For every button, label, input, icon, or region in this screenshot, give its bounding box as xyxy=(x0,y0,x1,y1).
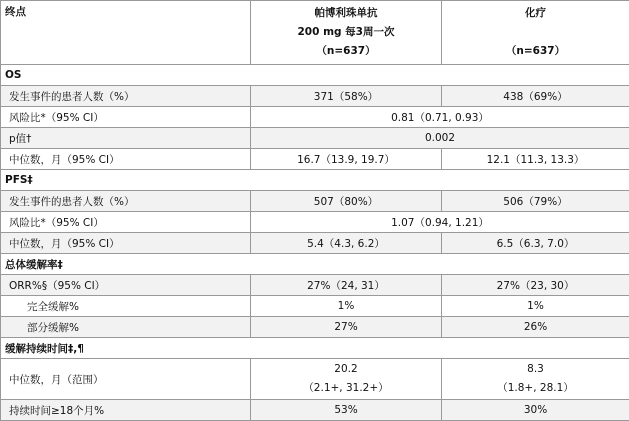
cell-merged: 1.07（0.94, 1.21） xyxy=(251,212,629,233)
header-arm1 xyxy=(251,1,442,65)
table-row xyxy=(1,359,629,400)
table-row xyxy=(1,275,629,296)
row-label: 发生事件的患者人数（%） xyxy=(1,86,251,107)
table-row xyxy=(1,149,629,170)
cell-arm2: 27%（23, 30） xyxy=(442,275,629,296)
table-row xyxy=(1,400,629,421)
cell-arm1: 16.7（13.9, 19.7） xyxy=(251,149,442,170)
cell-arm1 xyxy=(251,359,442,400)
table-row xyxy=(1,317,629,338)
table-row xyxy=(1,128,629,149)
row-label: 中位数，月（95% CI） xyxy=(1,149,251,170)
row-label: 风险比*（95% CI） xyxy=(1,107,251,128)
cell-value: 20.2 xyxy=(255,360,437,379)
section-orr xyxy=(1,254,629,275)
row-label: 风险比*（95% CI） xyxy=(1,212,251,233)
cell-merged: 0.002 xyxy=(251,128,629,149)
table-row xyxy=(1,191,629,212)
header-endpoint: 终点 xyxy=(1,1,251,65)
cell-value: 8.3 xyxy=(446,360,625,379)
cell-arm2: 6.5（6.3, 7.0） xyxy=(442,233,629,254)
header-arm1-drug: 帕博利珠单抗 xyxy=(255,4,437,23)
table-row xyxy=(1,212,629,233)
section-title: 缓解持续时间‡,¶ xyxy=(1,338,629,359)
cell-range: （1.8+, 28.1） xyxy=(446,379,625,398)
cell-arm2: 12.1（11.3, 13.3） xyxy=(442,149,629,170)
section-title: PFS‡ xyxy=(1,170,629,191)
cell-arm2: 438（69%） xyxy=(442,86,629,107)
cell-arm2: 26% xyxy=(442,317,629,338)
cell-arm1: 507（80%） xyxy=(251,191,442,212)
row-label: 部分缓解% xyxy=(1,317,251,338)
cell-arm1: 27% xyxy=(251,317,442,338)
row-label: 发生事件的患者人数（%） xyxy=(1,191,251,212)
header-row xyxy=(1,1,629,65)
cell-arm1: 1% xyxy=(251,296,442,317)
row-label: p值† xyxy=(1,128,251,149)
header-arm1-dose: 200 mg 每3周一次 xyxy=(255,23,437,42)
row-label: 中位数，月（范围） xyxy=(1,359,251,400)
table-row xyxy=(1,107,629,128)
cell-arm1: 371（58%） xyxy=(251,86,442,107)
cell-range: （2.1+, 31.2+） xyxy=(255,379,437,398)
section-dor xyxy=(1,338,629,359)
cell-arm2: 506（79%） xyxy=(442,191,629,212)
cell-arm1: 5.4（4.3, 6.2） xyxy=(251,233,442,254)
table-row xyxy=(1,296,629,317)
section-title: 总体缓解率‡ xyxy=(1,254,629,275)
table-row xyxy=(1,86,629,107)
cell-arm2 xyxy=(442,359,629,400)
header-arm1-n: （n=637） xyxy=(255,42,437,61)
cell-arm1: 53% xyxy=(251,400,442,421)
section-os xyxy=(1,65,629,86)
row-label: 中位数，月（95% CI） xyxy=(1,233,251,254)
cell-arm1: 27%（24, 31） xyxy=(251,275,442,296)
header-arm2 xyxy=(442,1,629,65)
section-pfs xyxy=(1,170,629,191)
row-label: ORR%§（95% CI） xyxy=(1,275,251,296)
row-label: 完全缓解% xyxy=(1,296,251,317)
header-arm2-drug: 化疗 xyxy=(446,4,625,23)
row-label: 持续时间≥18个月% xyxy=(1,400,251,421)
header-arm2-n: （n=637） xyxy=(446,42,625,61)
table-row xyxy=(1,233,629,254)
cell-merged: 0.81（0.71, 0.93） xyxy=(251,107,629,128)
cell-arm2: 30% xyxy=(442,400,629,421)
section-title: OS xyxy=(1,65,629,86)
cell-arm2: 1% xyxy=(442,296,629,317)
